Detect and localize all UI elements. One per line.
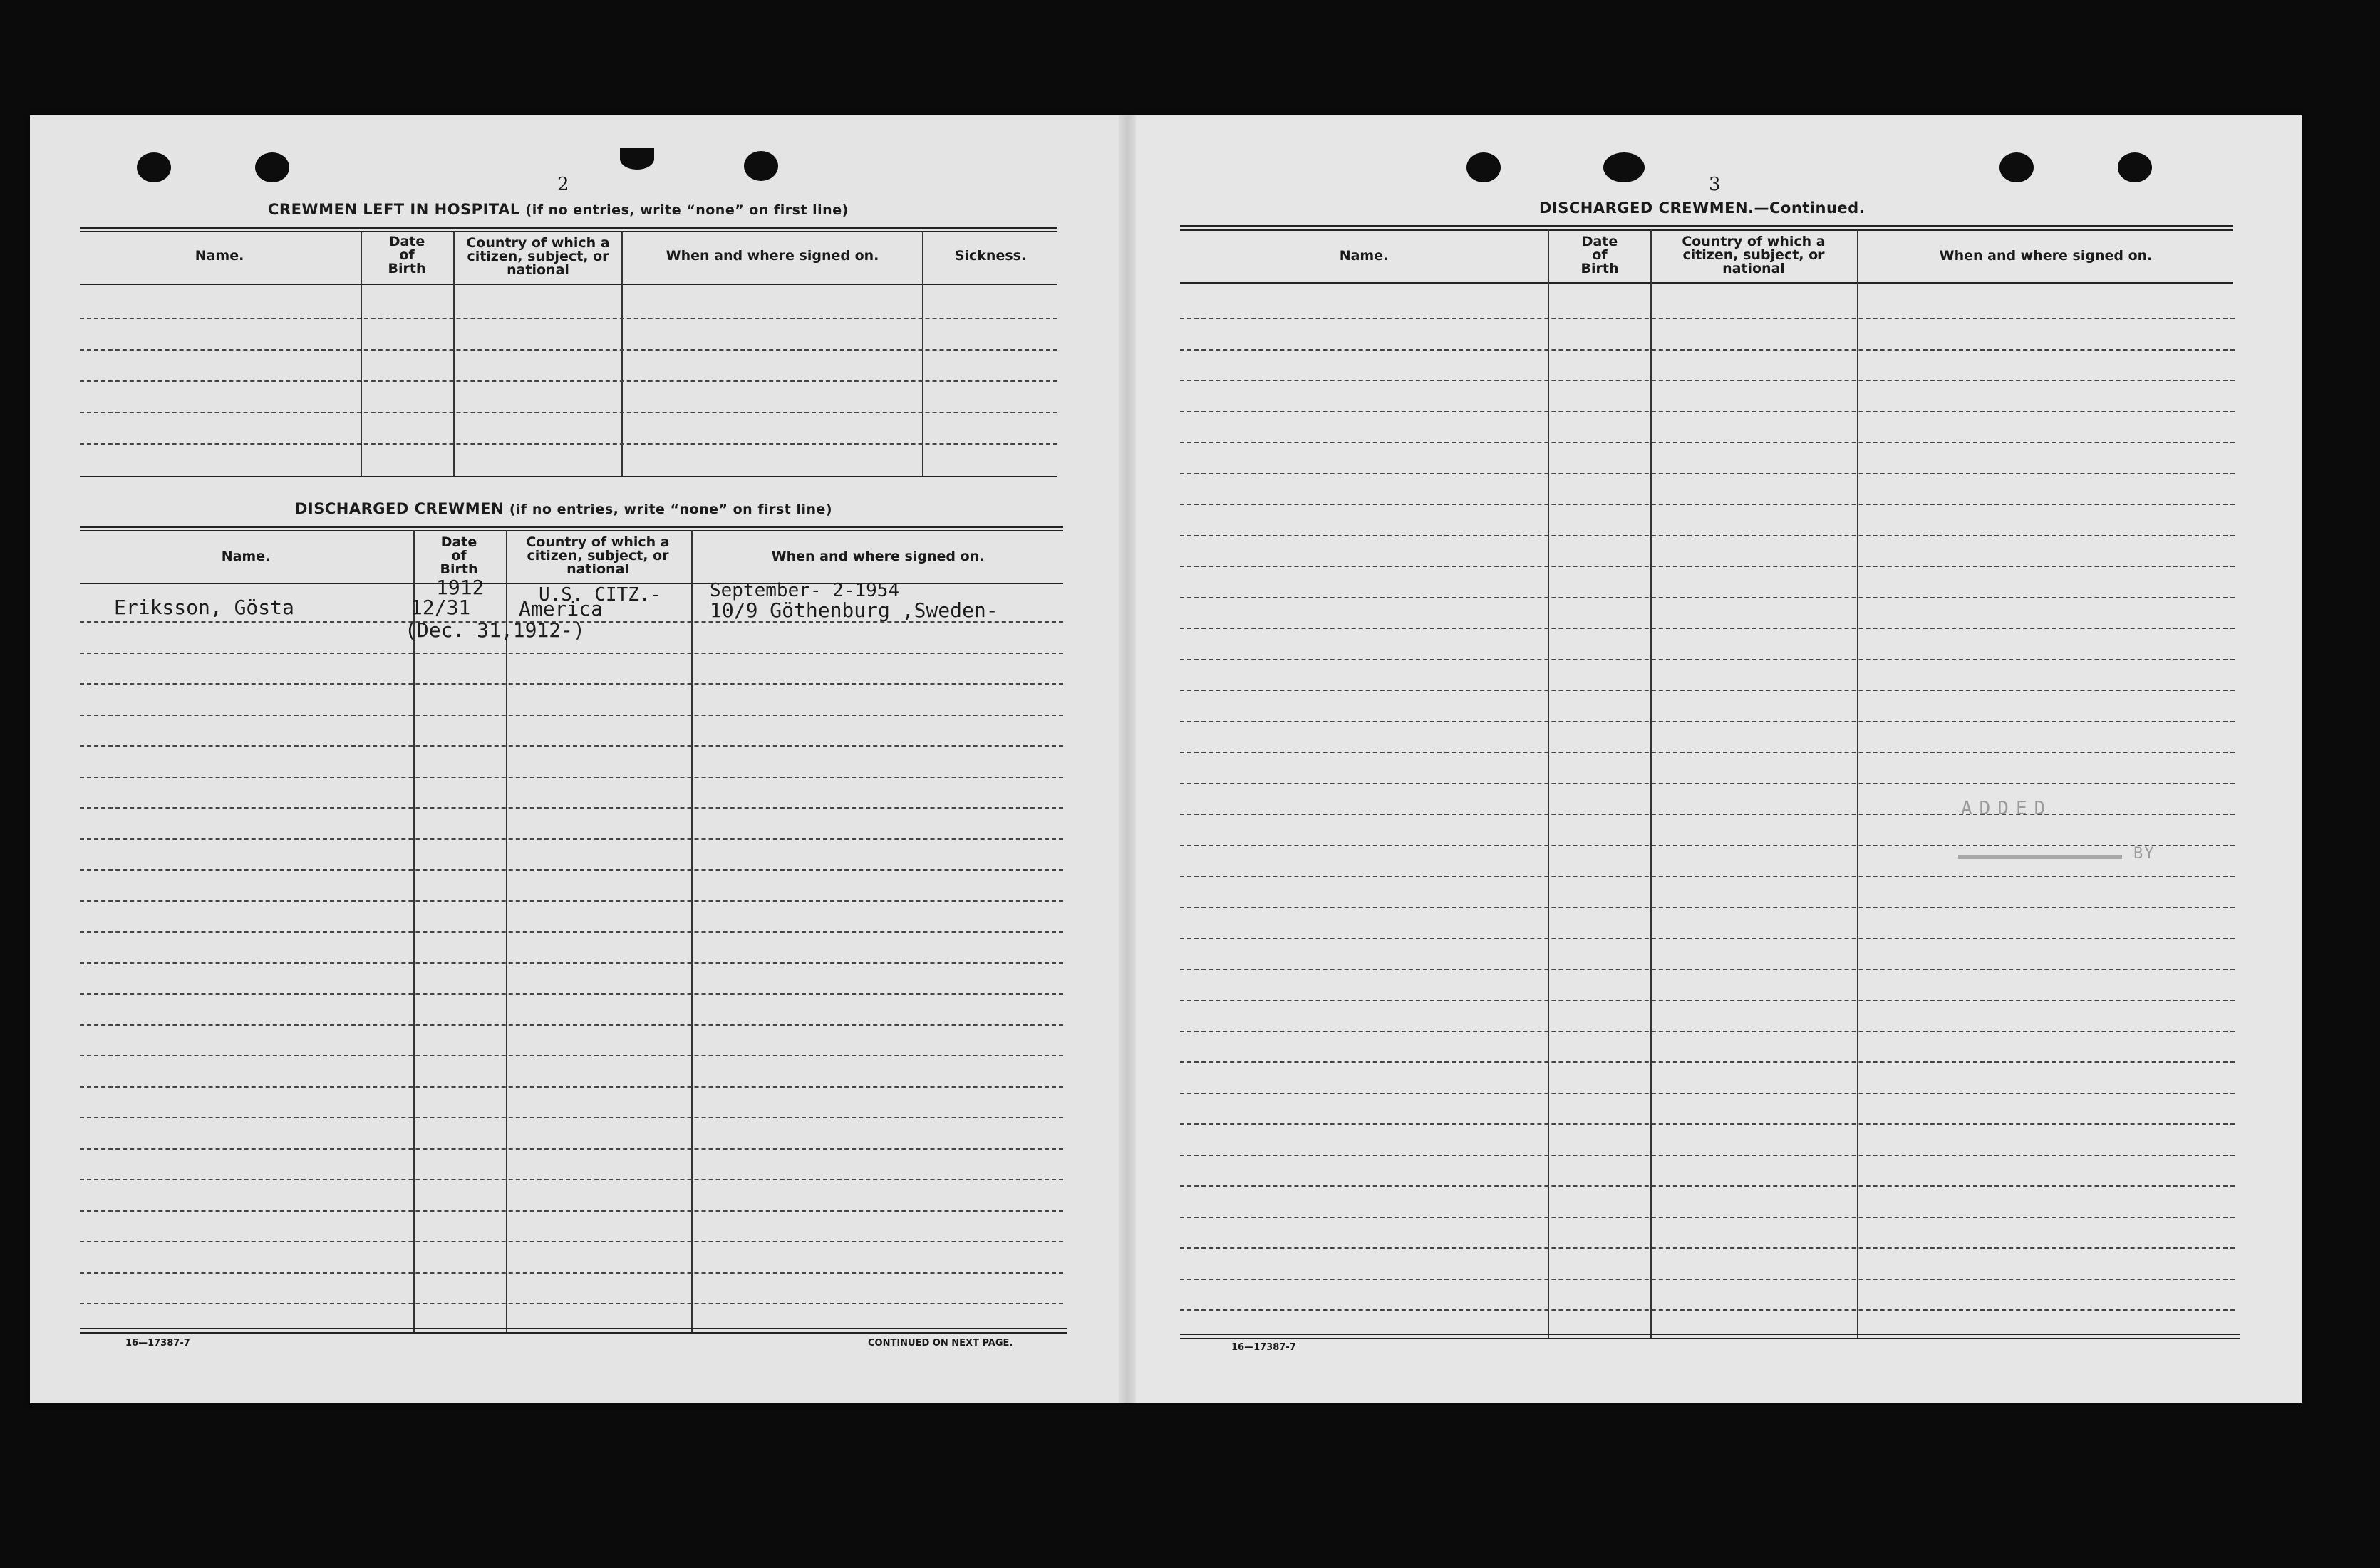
- discharged-row-line: [80, 715, 1063, 716]
- right-row-line: [1180, 659, 2235, 660]
- hospital-title-note: (if no entries, write “none” on first line): [525, 202, 849, 218]
- crewman-signed-date: September- 2-1954: [710, 580, 900, 601]
- hospital-row-line: [80, 412, 1057, 413]
- hospital-header-country: Country of which a citizen, subject, or national: [466, 235, 610, 278]
- crewman-name: Eriksson, Gösta: [114, 596, 294, 619]
- page-number: 3: [1709, 174, 1721, 195]
- hospital-header-name: Name.: [195, 248, 244, 264]
- discharged-table-top-rule-2: [80, 530, 1063, 531]
- hospital-title: CREWMEN LEFT IN HOSPITAL: [268, 201, 520, 218]
- right-row-line: [1180, 535, 2235, 536]
- right-row-line: [1180, 1123, 2235, 1125]
- hospital-header-signed-on: When and where signed on.: [666, 248, 879, 264]
- discharged-table-bottom-rule-2: [80, 1332, 1067, 1334]
- discharged-table-top-rule: [80, 526, 1063, 528]
- right-row-line: [1180, 628, 2235, 629]
- discharged-row-line: [80, 1303, 1063, 1304]
- discharged-row-line: [80, 900, 1063, 902]
- discharged-header-dob: Date of Birth: [440, 534, 478, 577]
- right-table-bottom-rule: [1180, 1334, 2240, 1335]
- right-row-line: [1180, 1279, 2235, 1280]
- hospital-header-dob: Date of Birth: [388, 234, 426, 276]
- right-row-line: [1180, 380, 2235, 381]
- form-number: 16—17387-7: [1231, 1342, 1296, 1353]
- right-row-line: [1180, 442, 2235, 443]
- right-row-line: [1180, 876, 2235, 877]
- hospital-header-rule: [80, 284, 1057, 285]
- right-section-title: [1539, 199, 1865, 217]
- discharged-row-line: [80, 962, 1063, 964]
- right-title-suffix: —Continued.: [1754, 199, 1866, 217]
- right-row-line: [1180, 1217, 2235, 1218]
- discharged-row-line: [80, 1117, 1063, 1118]
- right-row-line: [1180, 783, 2235, 784]
- right-row-line: [1180, 1247, 2235, 1249]
- right-row-line: [1180, 814, 2235, 815]
- crewman-dob: 12/31: [410, 596, 471, 619]
- punch-hole: [620, 148, 654, 170]
- page-number: 2: [557, 174, 569, 195]
- hospital-row-line: [80, 380, 1057, 382]
- right-row-line: [1180, 1061, 2235, 1063]
- hospital-header-sickness: Sickness.: [954, 248, 1027, 264]
- stamp-underline: [1958, 855, 2122, 859]
- right-row-line: [1180, 690, 2235, 691]
- hospital-table-top-rule-2: [80, 231, 1057, 232]
- right-row-line: [1180, 504, 2235, 505]
- discharged-row-line: [80, 777, 1063, 778]
- discharged-header-name: Name.: [221, 549, 271, 564]
- right-row-line: [1180, 938, 2235, 939]
- discharged-title: DISCHARGED CREWMEN: [295, 500, 505, 517]
- discharged-section-title: [295, 500, 832, 517]
- right-row-line: [1180, 1000, 2235, 1001]
- discharged-row-line: [80, 807, 1063, 809]
- discharged-row-line: [80, 621, 1063, 623]
- right-row-line: [1180, 349, 2235, 351]
- right-row-line: [1180, 473, 2235, 474]
- punch-hole: [2118, 152, 2152, 182]
- hospital-col-divider: [621, 231, 623, 477]
- hospital-row-line: [80, 318, 1057, 319]
- discharged-row-line: [80, 1055, 1063, 1056]
- right-row-line: [1180, 1031, 2235, 1032]
- discharged-row-line: [80, 683, 1063, 685]
- discharged-row-line: [80, 745, 1063, 747]
- discharged-row-line: [80, 1241, 1063, 1242]
- right-row-line: [1180, 318, 2235, 319]
- right-row-line: [1180, 597, 2235, 598]
- hospital-col-divider: [453, 231, 455, 477]
- crewman-dob-note: (Dec. 31,1912-): [405, 618, 585, 642]
- right-header-rule: [1180, 282, 2233, 284]
- right-row-line: [1180, 752, 2235, 753]
- punch-hole: [1999, 152, 2034, 182]
- right-row-line: [1180, 1309, 2235, 1311]
- right-table-top-rule: [1180, 225, 2233, 227]
- right-header-dob: Date of Birth: [1580, 234, 1619, 276]
- hospital-section-title: [268, 201, 849, 218]
- hospital-row-line: [80, 443, 1057, 445]
- discharged-table-bottom-rule: [80, 1328, 1067, 1329]
- crewman-dob-year: 1912: [436, 576, 485, 599]
- right-table-bottom-rule-2: [1180, 1338, 2240, 1339]
- punch-hole: [1466, 152, 1501, 182]
- crewman-country: America: [519, 597, 604, 621]
- discharged-row-line: [80, 838, 1063, 840]
- right-row-line: [1180, 1185, 2235, 1187]
- punch-hole: [137, 152, 171, 182]
- punch-hole: [1603, 152, 1645, 182]
- added-stamp-by: BY: [2133, 845, 2156, 863]
- crewman-country-note: U.S. CITZ.-: [539, 584, 662, 606]
- hospital-col-divider: [922, 231, 923, 477]
- discharged-title-note: (if no entries, write “none” on first line): [509, 502, 833, 517]
- right-header-country: Country of which a citizen, subject, or national: [1682, 234, 1826, 276]
- punch-hole: [744, 151, 778, 181]
- right-row-line: [1180, 566, 2235, 567]
- discharged-header-country: Country of which a citizen, subject, or national: [526, 534, 670, 577]
- discharged-row-line: [80, 869, 1063, 871]
- hospital-col-divider: [361, 231, 362, 477]
- right-row-line: [1180, 907, 2235, 908]
- hospital-row-line: [80, 349, 1057, 351]
- discharged-row-line: [80, 931, 1063, 933]
- right-title: DISCHARGED CREWMEN.: [1539, 199, 1754, 217]
- hospital-table-bottom-rule: [80, 476, 1057, 477]
- right-row-line: [1180, 411, 2235, 412]
- discharged-row-line: [80, 653, 1063, 654]
- crewman-signed-place: 10/9 Göthenburg ,Sweden-: [710, 598, 998, 622]
- right-row-line: [1180, 1155, 2235, 1156]
- discharged-row-line: [80, 1210, 1063, 1212]
- discharged-row-line: [80, 1086, 1063, 1088]
- discharged-row-line: [80, 1272, 1063, 1274]
- right-page: [1127, 115, 2302, 1403]
- discharged-row-line: [80, 1024, 1063, 1026]
- hospital-table-top-rule: [80, 227, 1057, 229]
- right-row-line: [1180, 721, 2235, 722]
- discharged-header-signed-on: When and where signed on.: [771, 549, 985, 564]
- discharged-row-line: [80, 1179, 1063, 1180]
- added-stamp: ADDED: [1961, 798, 2053, 819]
- form-number: 16—17387-7: [125, 1338, 190, 1349]
- right-row-line: [1180, 845, 2235, 846]
- right-header-name: Name.: [1339, 248, 1389, 264]
- right-table-top-rule-2: [1180, 229, 2233, 231]
- right-row-line: [1180, 1093, 2235, 1094]
- page-gutter: [1119, 115, 1136, 1403]
- right-header-signed-on: When and where signed on.: [1939, 248, 2153, 264]
- discharged-row-line: [80, 1148, 1063, 1150]
- right-row-line: [1180, 969, 2235, 970]
- punch-hole: [255, 152, 289, 182]
- discharged-row-line: [80, 993, 1063, 995]
- continued-note: CONTINUED ON NEXT PAGE.: [868, 1338, 1013, 1349]
